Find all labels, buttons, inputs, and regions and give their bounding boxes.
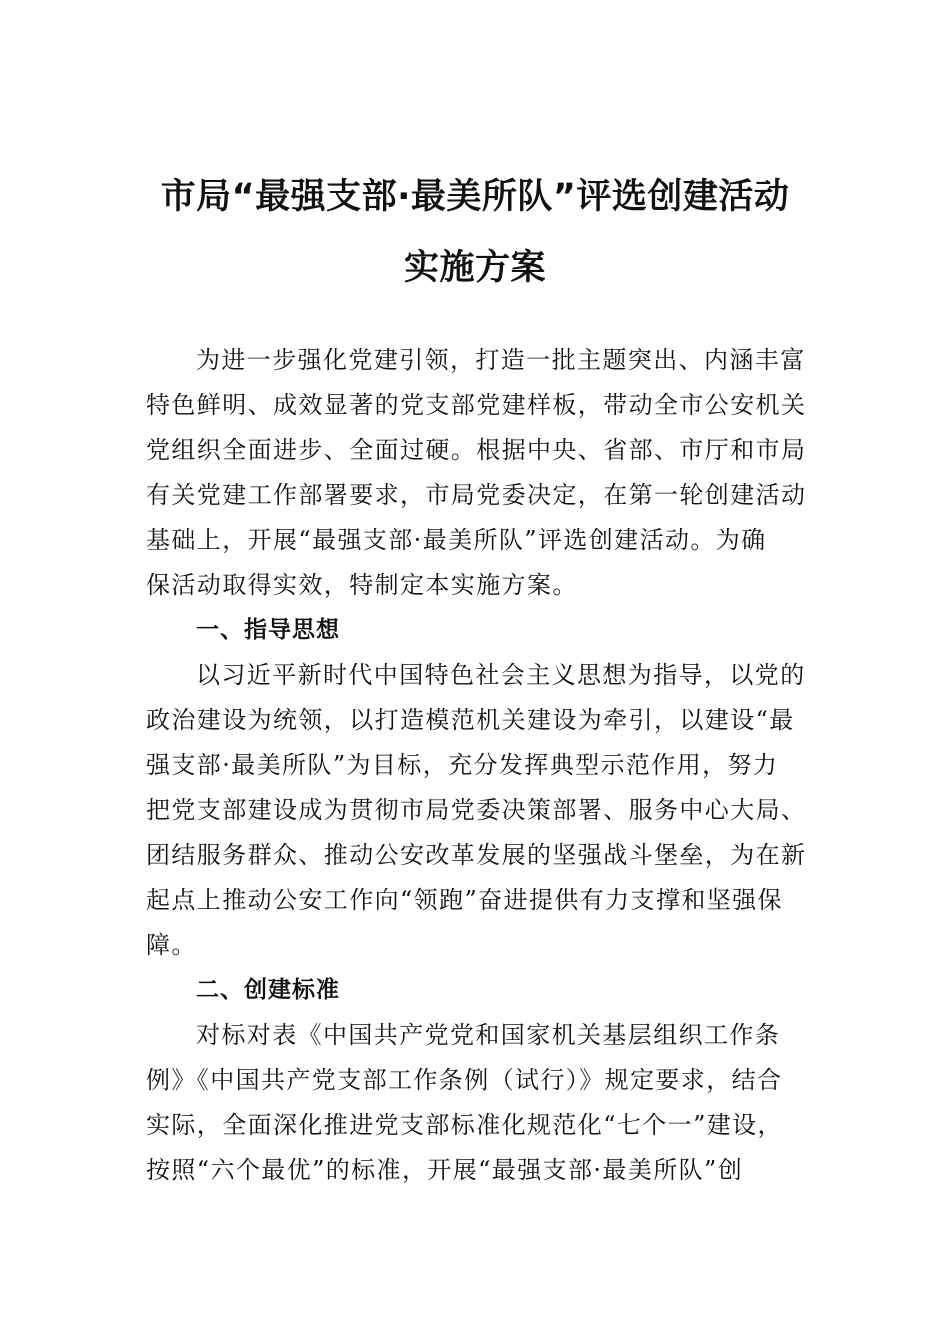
section-2-paragraph-line: 按照“六个最优”的标准，开展“最强支部·最美所队”创: [146, 1156, 744, 1184]
section-1-paragraph-line: 政治建设为统领，以打造模范机关建设为牵引，以建设“最: [146, 706, 795, 734]
section-2-heading: 二、创建标准: [196, 977, 340, 1003]
section-1-heading: 一、指导思想: [196, 617, 340, 643]
document-body: [146, 338, 811, 1193]
section-2-paragraph-line: 实际，全面深化推进党支部标准化规范化“七个一”建设，: [146, 1111, 783, 1139]
intro-paragraph-line: 为进一步强化党建引领，打造一批主题突出、内涵丰富: [196, 346, 806, 374]
section-2-paragraph-line: 例》《中国共产党支部工作条例（试行）》规定要求，结合: [146, 1066, 783, 1094]
intro-paragraph-line: 党组织全面进步、全面过硬。根据中央、省部、市厅和市局: [146, 436, 807, 464]
intro-paragraph-line: 保活动取得实效，特制定本实施方案。: [146, 571, 578, 599]
section-1-paragraph-line: 以习近平新时代中国特色社会主义思想为指导，以党的: [196, 661, 806, 689]
section-1-paragraph-line: 障。: [146, 931, 197, 959]
section-1-paragraph-line: 团结服务群众、推动公安改革发展的坚强战斗堡垒，为在新: [146, 841, 807, 869]
section-2-paragraph-line: 对标对表《中国共产党党和国家机关基层组织工作条: [196, 1021, 781, 1049]
intro-paragraph-line: 基础上，开展“最强支部·最美所队”评选创建活动。为确: [146, 526, 767, 554]
intro-paragraph-line: 特色鲜明、成效显著的党支部党建样板，带动全市公安机关: [146, 391, 807, 419]
intro-paragraph-line: 有关党建工作部署要求，市局党委决定，在第一轮创建活动: [146, 481, 807, 509]
section-1-paragraph-line: 起点上推动公安工作向“领跑”奋进提供有力支撑和坚强保: [146, 886, 783, 914]
document-title-line-2: 实施方案: [403, 248, 546, 288]
section-1-paragraph-line: 把党支部建设成为贯彻市局党委决策部署、服务中心大局、: [146, 796, 807, 824]
section-1-paragraph-line: 强支部·最美所队”为目标，充分发挥典型示范作用，努力: [146, 751, 779, 779]
document-title-line-1: 市局“最强支部·最美所队”评选创建活动: [160, 177, 790, 217]
